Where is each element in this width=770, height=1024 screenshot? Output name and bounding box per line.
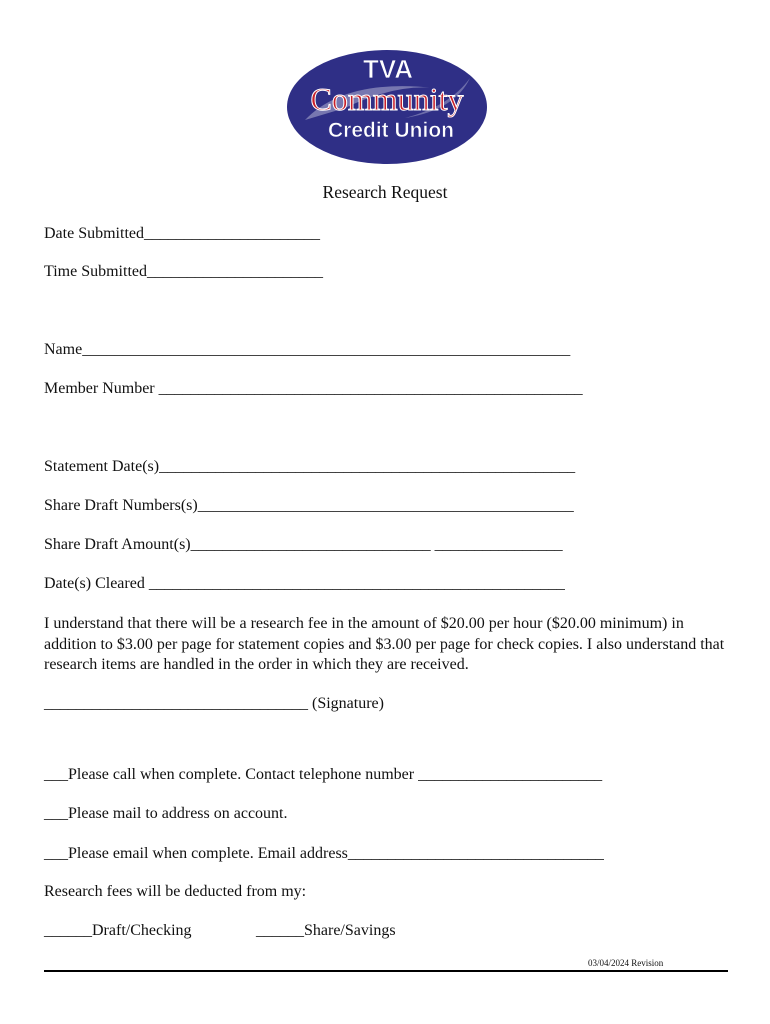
share-draft-amounts-field[interactable]: Share Draft Amount(s)______________________________ ________________: [44, 536, 563, 553]
member-number-field[interactable]: Member Number _____________________________________________________: [44, 380, 583, 397]
signature-line[interactable]: _________________________________ (Signature): [44, 695, 384, 712]
statement-dates-field[interactable]: Statement Date(s)____________________________________________________: [44, 458, 576, 475]
logo-tva: TVA: [362, 54, 414, 84]
logo-credit-union: Credit Union: [328, 119, 454, 142]
name-field[interactable]: Name_____________________________________________________________: [44, 341, 571, 358]
time-submitted-field[interactable]: Time Submitted______________________: [44, 263, 323, 280]
tva-community-credit-union-logo: [285, 48, 489, 166]
option-mail[interactable]: ___Please mail to address on account.: [44, 805, 288, 822]
logo-community: Community: [310, 81, 464, 117]
share-draft-numbers-field[interactable]: Share Draft Numbers(s)_______________________________________________: [44, 497, 574, 514]
option-call[interactable]: ___Please call when complete. Contact telephone number _______________________: [44, 766, 603, 783]
fees-label: Research fees will be deducted from my:: [44, 883, 307, 900]
account-share-savings[interactable]: ______Share/Savings: [256, 922, 396, 939]
dates-cleared-field[interactable]: Date(s) Cleared ____________________________________________________: [44, 575, 565, 592]
form-title: Research Request: [322, 182, 448, 202]
account-draft-checking[interactable]: ______Draft/Checking: [44, 922, 192, 939]
fee-disclosure-paragraph: I understand that there will be a research fee in the amount of $20.00 per hour ($20.00 minimum) in addition to $3.00 per page for statement copies and $3.00 per page for check copies. I also understand that research items are handled in the order in which they are received.: [44, 615, 725, 673]
option-email[interactable]: ___Please email when complete. Email address________________________________: [44, 845, 604, 862]
revision-note: 03/04/2024 Revision: [588, 958, 664, 968]
date-submitted-field[interactable]: Date Submitted______________________: [44, 225, 320, 242]
footer-divider: [44, 970, 728, 972]
